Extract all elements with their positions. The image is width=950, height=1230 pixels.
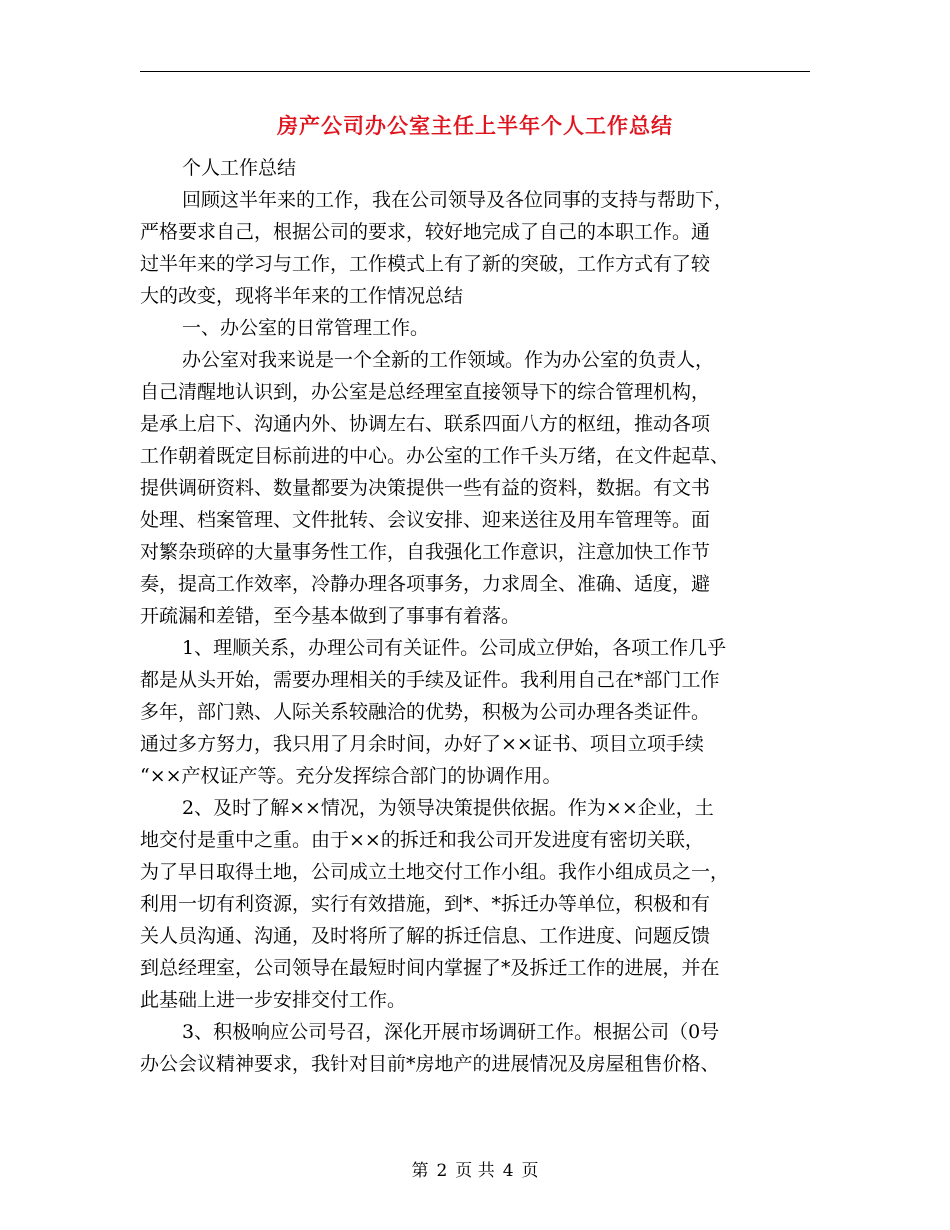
body-line: 一、办公室的日常管理工作。	[182, 317, 430, 339]
body-line: 开疏漏和差错，至今基本做到了事事有着落。	[140, 605, 521, 627]
document-title: 房产公司办公室主任上半年个人工作总结	[277, 114, 673, 138]
header-rule	[140, 71, 810, 72]
body-line: 奏，提高工作效率，冷静办理各项事务，力求周全、准确、适度，避	[140, 573, 711, 595]
body-line: 3、积极响应公司号召，深化开展市场调研工作。根据公司（0号	[182, 1021, 720, 1043]
body-line: 工作朝着既定目标前进的中心。办公室的工作千头万绪，在文件起草、	[140, 445, 730, 467]
document-body	[140, 152, 815, 1080]
body-line: 办公会议精神要求，我针对目前*房地产的进展情况及房屋租售价格、	[140, 1053, 720, 1075]
body-line: 提供调研资料、数量都要为决策提供一些有益的资料，数据。有文书	[140, 477, 711, 499]
body-line: “××产权证产等。充分发挥综合部门的协调作用。	[140, 765, 562, 787]
body-line: 关人员沟通、沟通，及时将所了解的拆迁信息、工作进度、问题反馈	[140, 925, 711, 947]
body-line: 对繁杂琐碎的大量事务性工作，自我强化工作意识，注意加快工作节	[140, 541, 711, 563]
body-line: 此基础上进一步安排交付工作。	[140, 989, 407, 1011]
footer-current-page: 2	[436, 1161, 448, 1181]
body-line: 多年，部门熟、人际关系较融洽的优势，积极为公司办理各类证件。	[140, 701, 711, 723]
body-line: 处理、档案管理、文件批转、会议安排、迎来送往及用车管理等。面	[140, 509, 711, 531]
footer-suffix: 页	[521, 1161, 539, 1181]
body-line: 办公室对我来说是一个全新的工作领域。作为办公室的负责人，	[182, 349, 715, 371]
body-line: 大的改变，现将半年来的工作情况总结	[140, 285, 464, 307]
footer-total-pages: 4	[502, 1161, 514, 1181]
body-line: 通过多方努力，我只用了月余时间，办好了××证书、项目立项手续	[140, 733, 704, 755]
body-line: 个人工作总结	[182, 157, 297, 179]
body-line: 都是从头开始，需要办理相关的手续及证件。我利用自己在*部门工作	[140, 669, 720, 691]
page-footer	[0, 1156, 950, 1181]
body-line: 过半年来的学习与工作，工作模式上有了新的突破，工作方式有了较	[140, 253, 711, 275]
body-line: 地交付是重中之重。由于××的拆迁和我公司开发进度有密切关联，	[140, 829, 704, 851]
footer-middle: 页 共	[455, 1161, 495, 1181]
body-line: 到总经理室，公司领导在最短时间内掌握了*及拆迁工作的进展，并在	[140, 957, 720, 979]
body-line: 利用一切有利资源，实行有效措施，到*、*拆迁办等单位，积极和有	[140, 893, 711, 915]
footer-prefix: 第	[411, 1161, 429, 1181]
body-line: 回顾这半年来的工作，我在公司领导及各位同事的支持与帮助下，	[182, 189, 734, 211]
body-line: 1、理顺关系，办理公司有关证件。公司成立伊始，各项工作几乎	[182, 637, 727, 659]
body-line: 严格要求自己，根据公司的要求，较好地完成了自己的本职工作。通	[140, 221, 711, 243]
body-line: 2、及时了解××情况，为领导决策提供依据。作为××企业，土	[182, 797, 714, 819]
body-line: 自己清醒地认识到，办公室是总经理室直接领导下的综合管理机构，	[140, 381, 711, 403]
body-line: 是承上启下、沟通内外、协调左右、联系四面八方的枢纽，推动各项	[140, 413, 711, 435]
body-line: 为了早日取得土地，公司成立土地交付工作小组。我作小组成员之一，	[140, 861, 730, 883]
